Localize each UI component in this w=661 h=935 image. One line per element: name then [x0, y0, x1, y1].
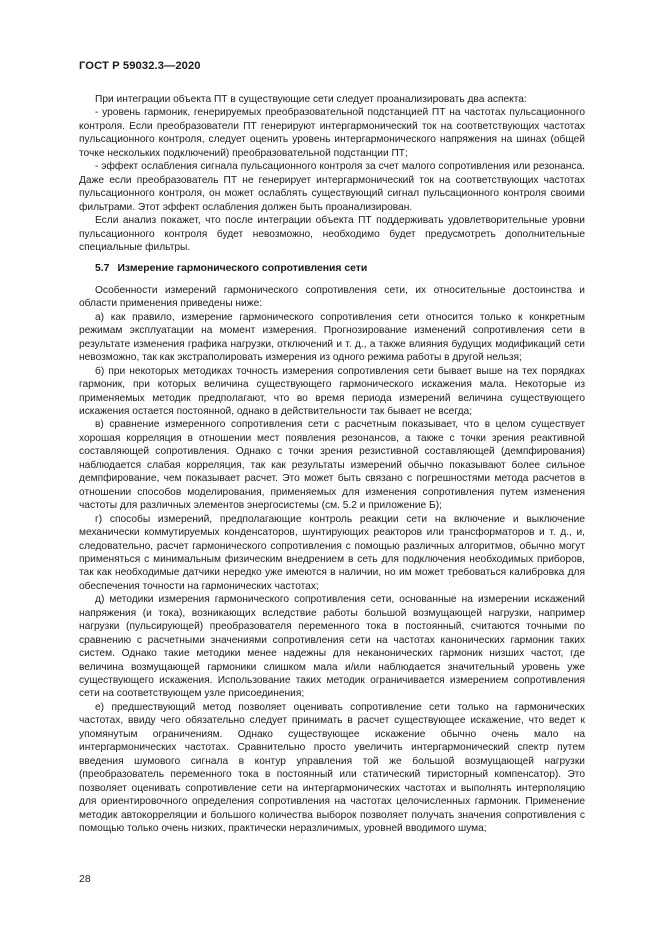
- section-title: Измерение гармонического сопротивления сети: [117, 263, 368, 275]
- intro-paragraph: Если анализ покажет, что после интеграции объекта ПТ поддерживать удовлетворительные уровни пульсационного контроля будет невозможно, необходимо будет предусмотреть дополнительные специальные фильтры.: [79, 215, 585, 253]
- section-spacer: [79, 276, 585, 284]
- list-item-v: в) сравнение измеренного сопротивления сети с расчетным показывает, что в целом существует хорошая корреляция в отношении мест появления резонансов, а также с точки зрения реактивной составляющей сопротивления. Однако с точки зрения резистивной составляющей (демпфирования) наблюдается слабая корреляция, так как результаты измерений обычно показывают более сильное демпфирование, чем показывает расчет. Это может быть связано с погрешностями метода расчетов в отношении способов моделирования, применяемых для изменения сопротивления путем изменения частоты для различных элементов энергосистемы (см. 5.2 и приложение Б);: [79, 419, 585, 512]
- page-number: 28: [79, 873, 91, 885]
- list-item-e: е) предшествующий метод позволяет оценивать сопротивление сети только на гармонических частотах, ввиду чего обязательно следует принимать в расчет существующее искажение, что ведет к упомянутым ограничениям. Однако существующее искажение обычно очень мало на интергармонических частотах. Сравнительно просто увеличить интергармонический спектр путем введения шумового сигнала в контур управления той же большой возмущающей нагрузки (преобразователь переменного тока в постоянный или статический тиристорный компенсатор). Это позволяет оценивать сопротивление сети на интергармонических частотах и выполнять интерполяцию для ориентировочного определения сопротивления на частотах целочисленных гармоник. Применение методик автокорреляции и большого количества выборок позволяет получать значения сопротивления с помощью только очень низких, практически неразличимых, уровней вводимого шума;: [79, 701, 585, 835]
- section-spacer: [79, 254, 585, 262]
- list-item-a: а) как правило, измерение гармонического сопротивления сети относится только к конкретным режимам эксплуатации на момент измерения. Прогнозирование изменений сопротивления сети в результате изменения графика нагрузки, отключений и т. д., а также влияния будущих модификаций сети невозможно, так как экстраполировать измерения из одного режима работы в другой нельзя;: [79, 311, 585, 364]
- section-heading: [79, 262, 585, 275]
- intro-paragraph: При интеграции объекта ПТ в существующие сети следует проанализировать два аспекта:: [95, 94, 527, 105]
- intro-list-item: - уровень гармоник, генерируемых преобразовательной подстанцией ПТ на частотах пульсационного контроля. Если преобразователи ПТ генерируют интергармонический ток на соответствующих частотах пульсационного контроля, следует оценить уровень интергармонического напряжения на шинах (общей точке нескольких подключений) преобразовательной подстанции ПТ;: [79, 107, 585, 159]
- section-number: 5.7: [95, 263, 110, 275]
- page-body: [79, 93, 585, 835]
- list-item-d: д) методики измерения гармонического сопротивления сети, основанные на измерении искажений напряжения (и тока), возникающих вследствие работы большой возмущающей нагрузки, например нагрузки (пульсирующей) преобразователя переменного тока в постоянный, считаются точными по сравнению с расчетными значениями сопротивления сети на частотах канонических гармоник таких систем. Однако такие методики менее надежны для неканонических гармоник низших частот, где величина возмущающей гармоники слишком мала и/или наблюдается значительный уровень уже существующего искажения. Использование таких методик ограничивается измерением сопротивления сети на соответствующем узле присоединения;: [79, 594, 585, 700]
- body-paragraph: Особенности измерений гармонического сопротивления сети, их относительные достоинства и области применения приведены ниже:: [79, 284, 585, 310]
- intro-list-item: - эффект ослабления сигнала пульсационного контроля за счет малого сопротивления или резонанса. Даже если преобразователь ПТ не генерирует интергармонический ток на соответствующих частотах пульсационного контроля, он может ослаблять существующий сигнал пульсационного контроля своими фильтрами. Этот эффект ослабления должен быть проанализирован.: [79, 161, 585, 213]
- list-item-g: г) способы измерений, предполагающие контроль реакции сети на включение и выключение механически коммутируемых конденсаторов, шунтирующих реакторов или трансформаторов и т. д., и, следовательно, расчет гармонического сопротивления с помощью различных алгоритмов, обычно могут применяться с минимальным физическим внедрением в сеть для подключения необходимых приборов, так как необходимые датчики нередко уже имеются в наличии, но им может требоваться калибровка для обеспечения точности на гармонических частотах;: [79, 513, 585, 592]
- list-item-b: б) при некоторых методиках точность измерения сопротивления сети бывает выше на тех порядках гармоник, при которых величина существующего гармонического искажения мала. Некоторые из применяемых методик предполагают, что во время периода измерений величина существующего искажения остается постоянной, однако в действительности так бывает не всегда;: [79, 365, 585, 417]
- document-header: ГОСТ Р 59032.3—2020: [79, 60, 201, 72]
